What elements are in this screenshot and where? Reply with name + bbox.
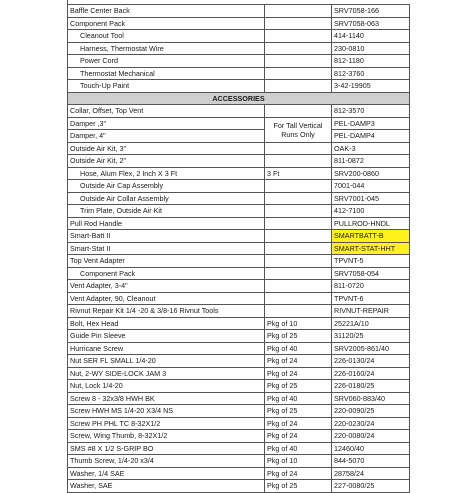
part-description: Harness, Thermostat Wire (68, 42, 265, 55)
table-row (68, 480, 410, 493)
part-number: TPVNT-6 (332, 292, 410, 305)
part-description: Washer, 1/4 SAE (68, 467, 265, 480)
part-number: 226-0180/25 (332, 380, 410, 393)
table-row (68, 467, 410, 480)
part-quantity (265, 180, 332, 193)
part-number: 844-5070 (332, 455, 410, 468)
part-quantity (265, 217, 332, 230)
part-quantity: Pkg of 25 (265, 330, 332, 343)
part-quantity (265, 192, 332, 205)
table-row (68, 455, 410, 468)
part-quantity: Pkg of 40 (265, 442, 332, 455)
part-quantity: Pkg of 25 (265, 405, 332, 418)
part-description: Thumb Screw, 1/4-20 x3/4 (68, 455, 265, 468)
part-description: Guide Pin Sleeve (68, 330, 265, 343)
table-row (68, 355, 410, 368)
part-number: SRV7058-063 (332, 17, 410, 30)
part-number: 3-42-19905 (332, 80, 410, 93)
part-description: Smart-Stat II (68, 242, 265, 255)
part-quantity (265, 255, 332, 268)
part-description: Power Cord (68, 55, 265, 68)
part-quantity: Pkg of 24 (265, 430, 332, 443)
part-quantity: Pkg of 24 (265, 367, 332, 380)
part-number: SRV200-0860 (332, 167, 410, 180)
part-quantity (265, 267, 332, 280)
part-description: Component Pack (68, 267, 265, 280)
part-quantity: Pkg of 25 (265, 380, 332, 393)
table-row (68, 30, 410, 43)
part-number: TPVNT-5 (332, 255, 410, 268)
part-description: Nut SER FL SMALL 1/4-20 (68, 355, 265, 368)
part-description: Vent Adapter, 3-4" (68, 280, 265, 293)
part-quantity: Pkg of 10 (265, 317, 332, 330)
part-number: 25221A/10 (332, 317, 410, 330)
part-quantity: Pkg of 24 (265, 467, 332, 480)
part-description: Pull Rod Handle (68, 217, 265, 230)
table-row (68, 117, 410, 130)
part-quantity (265, 305, 332, 318)
part-number: 812-1180 (332, 55, 410, 68)
part-number: 31120/25 (332, 330, 410, 343)
table-row (68, 67, 410, 80)
table-row (68, 80, 410, 93)
part-number: SRV7058-166 (332, 5, 410, 18)
part-quantity: 3 Ft (265, 167, 332, 180)
part-description: Nut, 2-WY SIDE-LOCK JAM 3 (68, 367, 265, 380)
table-row (68, 5, 410, 18)
part-quantity (265, 292, 332, 305)
part-quantity (265, 280, 332, 293)
part-description: Vent Adapter, 90, Cleanout (68, 292, 265, 305)
part-quantity: Pkg of 25 (265, 480, 332, 493)
part-description: Damper ,3" (68, 117, 265, 130)
part-description: Cleanout Tool (68, 30, 265, 43)
part-number: 811-0720 (332, 280, 410, 293)
part-number: 412-7100 (332, 205, 410, 218)
part-number: PEL-DAMP4 (332, 130, 410, 143)
part-quantity (265, 155, 332, 168)
table-row (68, 342, 410, 355)
part-quantity (265, 55, 332, 68)
part-number: 812-3570 (332, 105, 410, 118)
part-quantity (265, 80, 332, 93)
table-row (68, 442, 410, 455)
part-quantity (265, 17, 332, 30)
part-number: 12460/40 (332, 442, 410, 455)
table-row (68, 205, 410, 218)
table-row (68, 42, 410, 55)
part-quantity (265, 30, 332, 43)
part-number: PULLROD-HNDL (332, 217, 410, 230)
part-number: SRV7001-045 (332, 192, 410, 205)
part-quantity (265, 105, 332, 118)
part-description: Hurricane Screw (68, 342, 265, 355)
part-number: 230-0810 (332, 42, 410, 55)
table-row (68, 105, 410, 118)
table-row (68, 430, 410, 443)
part-number: 812-3760 (332, 67, 410, 80)
part-number: 220-0080/24 (332, 430, 410, 443)
part-quantity: Pkg of 24 (265, 355, 332, 368)
part-description: Nut, Lock 1/4-20 (68, 380, 265, 393)
part-description: Component Pack (68, 17, 265, 30)
part-description: Touch-Up Paint (68, 80, 265, 93)
table-row (68, 292, 410, 305)
part-number: PEL-DAMP3 (332, 117, 410, 130)
part-number: 226-0160/24 (332, 367, 410, 380)
part-number: SRV060-883/40 (332, 392, 410, 405)
note-tall-vertical: For Tall Vertical Runs Only (265, 117, 332, 142)
section-row (68, 92, 410, 105)
part-number: SRV7058-054 (332, 267, 410, 280)
table-row (68, 417, 410, 430)
table-row (68, 167, 410, 180)
part-quantity (265, 42, 332, 55)
part-description: Collar, Offset, Top Vent (68, 105, 265, 118)
part-number: 28758/24 (332, 467, 410, 480)
part-description: Screw PH PHL TC 8-32X1/2 (68, 417, 265, 430)
part-description: Washer, SAE (68, 480, 265, 493)
section-header-accessories: ACCESSORIES (68, 92, 410, 105)
table-row (68, 17, 410, 30)
part-description: Smart-Batt II (68, 230, 265, 243)
table-row (68, 317, 410, 330)
part-description: Thermostat Mechanical (68, 67, 265, 80)
part-description: Outside Air Kit, 3" (68, 142, 265, 155)
table-row (68, 192, 410, 205)
part-description: Bolt, Hex Head (68, 317, 265, 330)
part-quantity (265, 205, 332, 218)
parts-table-body (68, 5, 410, 493)
part-quantity: Pkg of 40 (265, 342, 332, 355)
parts-table (67, 4, 410, 493)
table-row (68, 180, 410, 193)
table-row (68, 267, 410, 280)
part-number: SMART-STAT-HHT (332, 242, 410, 255)
part-quantity (265, 230, 332, 243)
part-description: Hose, Alum Flex, 2 Inch X 3 Ft (68, 167, 265, 180)
part-number: SMARTBATT-B (332, 230, 410, 243)
part-quantity (265, 5, 332, 18)
part-quantity (265, 67, 332, 80)
table-row (68, 130, 410, 143)
part-description: Outside Air Collar Assembly (68, 192, 265, 205)
part-quantity: Pkg of 10 (265, 455, 332, 468)
part-description: Baffle Center Back (68, 5, 265, 18)
part-number: SRV2005-861/40 (332, 342, 410, 355)
part-quantity: Pkg of 24 (265, 417, 332, 430)
table-row (68, 155, 410, 168)
part-quantity: Pkg of 40 (265, 392, 332, 405)
part-description: Screw 8 - 32x3/8 HWH BK (68, 392, 265, 405)
part-number: 227-0080/25 (332, 480, 410, 493)
part-description: Outside Air Kit, 2" (68, 155, 265, 168)
table-row (68, 392, 410, 405)
part-quantity (265, 242, 332, 255)
part-description: Outside Air Cap Assembly (68, 180, 265, 193)
part-number: 811-0872 (332, 155, 410, 168)
part-description: SMS #8 X 1/2 S-GRIP BO (68, 442, 265, 455)
table-row (68, 280, 410, 293)
part-description: Damper, 4" (68, 130, 265, 143)
part-description: Trim Plate, Outside Air Kit (68, 205, 265, 218)
table-row (68, 405, 410, 418)
table-row (68, 330, 410, 343)
table-row (68, 255, 410, 268)
part-number: 220-0230/24 (332, 417, 410, 430)
part-number: OAK-3 (332, 142, 410, 155)
part-description: Top Vent Adapter (68, 255, 265, 268)
part-quantity (265, 142, 332, 155)
part-description: Screw HWH MS 1/4-20 X3/4 NS (68, 405, 265, 418)
table-row (68, 380, 410, 393)
table-row (68, 367, 410, 380)
part-number: 226-0130/24 (332, 355, 410, 368)
part-description: Rivnut Repair Kit 1/4 -20 & 3/8-16 Rivnut Tools (68, 305, 265, 318)
table-row (68, 242, 410, 255)
part-number: 220-0090/25 (332, 405, 410, 418)
part-number: 414-1140 (332, 30, 410, 43)
table-row (68, 142, 410, 155)
part-description: Screw, Wing Thumb, 8-32X1/2 (68, 430, 265, 443)
table-row (68, 217, 410, 230)
table-row (68, 55, 410, 68)
part-number: RIVNUT-REPAIR (332, 305, 410, 318)
table-row (68, 305, 410, 318)
part-number: 7001-044 (332, 180, 410, 193)
table-row (68, 230, 410, 243)
